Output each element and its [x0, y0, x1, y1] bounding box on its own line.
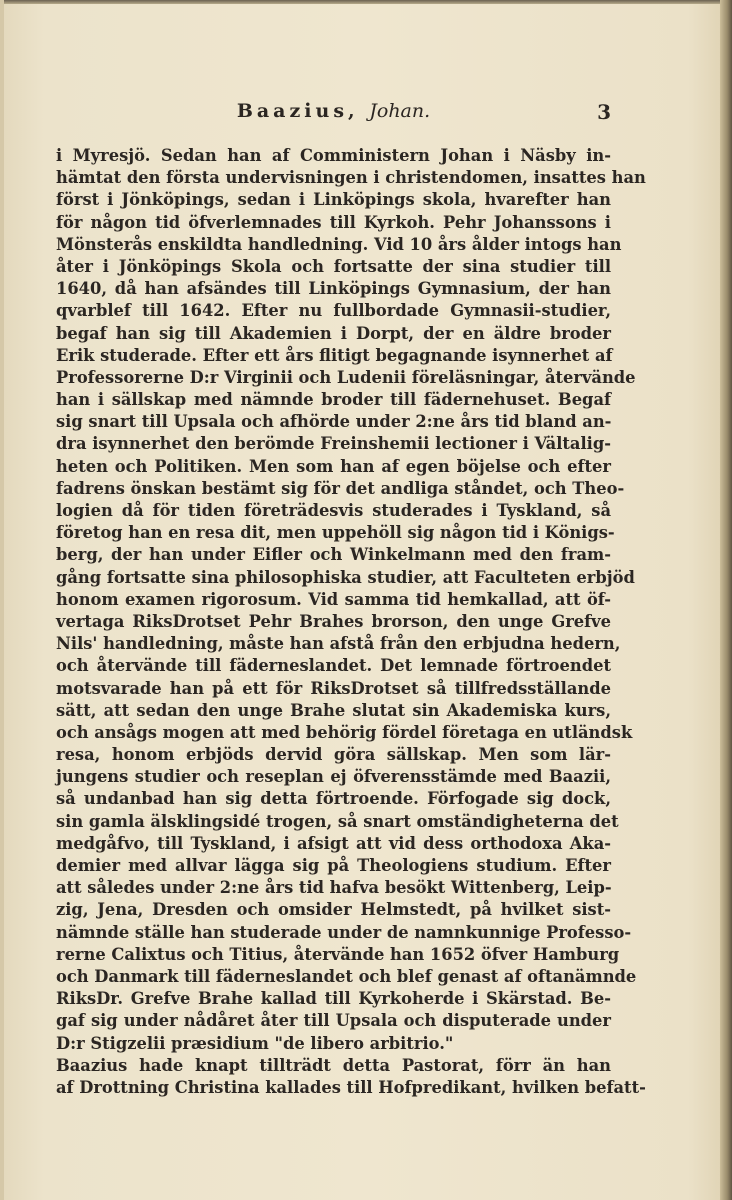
text-line: nämnde ställe han studerade under de namnkunnige Professo- — [56, 922, 632, 942]
text-line: dra isynnerhet den berömde Freinshemii lectioner i Vältalig- — [56, 434, 611, 454]
text-line: Mönsterås enskildta handledning. Vid 10 års ålder intogs han — [56, 234, 622, 254]
running-head-given-name: Johan. — [369, 100, 431, 122]
text-line: Nils' handledning, måste han afstå från den erbjudna hedern, — [56, 634, 621, 654]
text-line: företog han en resa dit, men uppehöll sig någon tid i Königs- — [56, 523, 615, 543]
text-line: så undanbad han sig detta förtroende. Förfogade sig dock, — [56, 789, 611, 809]
text-line: motsvarade han på ett för RiksDrotset så tillfredsställande — [56, 678, 611, 698]
running-head — [56, 100, 611, 122]
text-line: 1640, då han afsändes till Linköpings Gymnasium, der han — [56, 279, 611, 299]
text-line: honom examen rigorosum. Vid samma tid hemkallad, att öf- — [56, 589, 611, 609]
text-line: berg, der han under Eifler och Winkelmann med den fram- — [56, 545, 611, 565]
text-line: begaf han sig till Akademien i Dorpt, der en äldre broder — [56, 323, 611, 343]
text-line: Baazius hade knapt tillträdt detta Pastorat, förr än han — [56, 1055, 611, 1075]
text-line: fadrens önskan bestämt sig för det andliga ståndet, och Theo- — [56, 478, 625, 498]
text-line: gaf sig under nådåret åter till Upsala och disputerade under — [56, 1011, 611, 1031]
text-line: D:r Stigzelii præsidium "de libero arbitrio." — [56, 1033, 454, 1053]
running-head-surname: Baazius, — [236, 100, 359, 122]
text-line: i Myresjö. Sedan han af Comministern Johan i Näsby in- — [56, 146, 611, 165]
text-line: resa, honom erbjöds dervid göra sällskap. Men som lär- — [56, 745, 611, 765]
page-number: 3 — [597, 100, 611, 124]
text-line: Erik studerade. Efter ett års flitigt begagnande isynnerhet af — [56, 345, 613, 365]
text-line: sin gamla älsklingsidé trogen, så snart omständigheterna det — [56, 811, 619, 831]
top-edge-shadow — [0, 0, 732, 4]
text-line: och ansågs mogen att med behörig fördel företaga en utländsk — [56, 722, 633, 742]
text-line: demier med allvar lägga sig på Theologiens studium. Efter — [56, 856, 611, 875]
text-line: heten och Politiken. Men som han af egen böjelse och efter — [56, 456, 611, 476]
text-line: och Danmark till fäderneslandet och blef genast af oftanämnde — [56, 966, 637, 986]
text-line: vertaga RiksDrotset Pehr Brahes brorson, den unge Grefve — [56, 611, 611, 631]
text-line: zig, Jena, Dresden och omsider Helmstedt, på hvilket sist- — [56, 900, 611, 920]
text-line: logien då för tiden företrädesvis studerades i Tyskland, så — [56, 501, 611, 520]
text-line: RiksDr. Grefve Brahe kallad till Kyrkoherde i Skärstad. Be- — [56, 989, 611, 1009]
text-line: sig snart till Upsala och afhörde under 2:ne års tid bland an- — [56, 412, 612, 432]
text-line: qvarblef till 1642. Efter nu fullbordade Gymnasii-studier, — [56, 301, 611, 321]
text-line: åter i Jönköpings Skola och fortsatte der sina studier till — [56, 256, 611, 276]
page-header — [56, 100, 611, 130]
right-page-edge — [720, 0, 732, 1200]
text-line: för någon tid öfverlemnades till Kyrkoh. Pehr Johanssons i — [56, 212, 611, 232]
text-line: af Drottning Christina kallades till Hofpredikant, hvilken befatt- — [56, 1077, 646, 1097]
body-text — [56, 145, 646, 1099]
text-line: sätt, att sedan den unge Brahe slutat sin Akademiska kurs, — [56, 700, 611, 720]
left-page-edge — [0, 0, 4, 1200]
text-line: hämtat den första undervisningen i christendomen, insattes han — [56, 168, 646, 188]
text-line: jungens studier och reseplan ej öfverensstämde med Baazii, — [56, 767, 611, 787]
text-line: att således under 2:ne års tid hafva besökt Wittenberg, Leip- — [56, 878, 612, 898]
text-line: han i sällskap med nämnde broder till fädernehuset. Begaf — [56, 390, 611, 410]
text-line: och återvände till fäderneslandet. Det lemnade förtroendet — [56, 656, 611, 676]
text-line: gång fortsatte sina philosophiska studier, att Faculteten erbjöd — [56, 567, 635, 587]
text-line: Professorerne D:r Virginii och Ludenii föreläsningar, återvände — [56, 367, 636, 387]
text-line: först i Jönköpings, sedan i Linköpings skola, hvarefter han — [56, 190, 611, 210]
text-line: medgåfvo, till Tyskland, i afsigt att vid dess orthodoxa Aka- — [56, 833, 611, 853]
text-line: rerne Calixtus och Titius, återvände han 1652 öfver Hamburg — [56, 944, 620, 964]
